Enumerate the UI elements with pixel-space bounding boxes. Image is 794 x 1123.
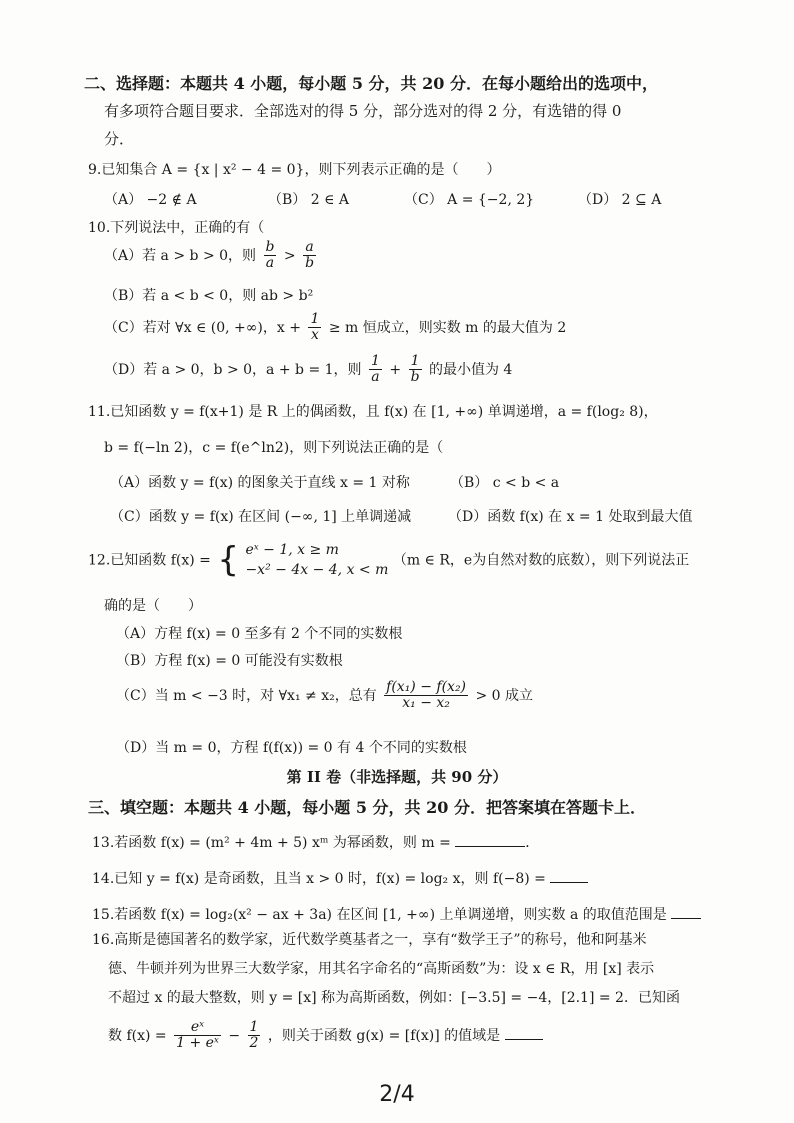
minus-sign: − xyxy=(228,1027,241,1044)
q11-stem-line1: 11.已知函数 y = f(x+1) 是 R 上的偶函数，且 f(x) 在 [1, +∞) 单调递增，a = f(log₂ 8)， xyxy=(88,404,658,420)
page-number: 2/4 xyxy=(379,1082,415,1107)
q12-c-prefix: （C）当 m < −3 时，对 ∀x₁ ≠ x₂，总有 xyxy=(116,687,377,704)
fraction-1-over-a: $\frac{1}{a}$ xyxy=(371,353,380,386)
q16-line1: 16.高斯是德国著名的数学家，近代数学奠基者之一，享有“数学王子”的称号，他和阿基米 xyxy=(92,932,647,948)
section3-heading: 三、填空题：本题共 4 小题，每小题 5 分，共 20 分．把答案填在答题卡上． xyxy=(88,798,646,817)
q16-line2: 德、牛顿并列为世界三大数学家，用其名字命名的“高斯函数”为：设 x ∈ R，用 [x] 表示 xyxy=(108,961,655,977)
case-1: eˣ − 1, x ≥ m xyxy=(245,542,339,558)
q12-option-b: （B）方程 f(x) = 0 可能没有实数根 xyxy=(116,653,343,669)
q12-option-d: （D）当 m = 0，方程 f(f(x)) = 0 有 4 个不同的实数根 xyxy=(116,740,467,756)
q15 xyxy=(92,904,701,925)
difference-quotient: $\frac{\text{f(x₁) − f(x₂)}}{\text{x₁ − x₂}}$ xyxy=(386,679,467,712)
q9-option-b: （B） 2 ∈ A xyxy=(268,192,350,208)
q14 xyxy=(92,868,588,889)
q9-option-a: （A） −2 ∉ A xyxy=(104,192,197,208)
q12-stem-line2: 确的是（ ） xyxy=(104,598,202,614)
answer-blank[interactable] xyxy=(671,904,701,919)
q11-stem-line2: b = f(−ln 2)，c = f(e^ln2)，则下列说法正确的是（ xyxy=(104,440,444,456)
case-2: −x² − 4x − 4, x < m xyxy=(245,562,389,579)
q10-d-prefix: （D）若 a > 0，b > 0，a + b = 1，则 xyxy=(104,361,362,378)
piecewise-cases xyxy=(245,540,388,581)
q9-option-d: （D） 2 ⊆ A xyxy=(578,192,662,208)
q11-option-d: （D）函数 f(x) 在 x = 1 处取到最大值 xyxy=(448,509,693,525)
q10-c-prefix: （C）若对 ∀x ∈ (0, +∞)，x + xyxy=(104,319,301,336)
q10-option-c xyxy=(104,312,566,344)
q11-option-b: （B） c < b < a xyxy=(450,475,560,491)
fraction-a-over-b: $\frac{a}{b}$ xyxy=(305,239,315,272)
q16-line4-prefix: 数 f(x) = xyxy=(108,1027,167,1044)
q12-option-a: （A）方程 f(x) = 0 至多有 2 个不同的实数根 xyxy=(116,626,403,642)
q12-stem-suffix: （m ∈ R，e为自然对数的底数），则下列说法正 xyxy=(392,552,690,569)
answer-blank[interactable] xyxy=(455,832,525,847)
q10-d-suffix: 的最小值为 4 xyxy=(428,361,513,378)
q12-option-c xyxy=(116,680,533,712)
part2-title: 第 II 卷（非选择题，共 90 分） xyxy=(286,768,508,786)
answer-blank[interactable] xyxy=(550,868,588,883)
q16-line3: 不超过 x 的最大整数，则 y = [x] 称为高斯函数，例如：[−3.5] = −4，[2.1] = 2．已知函 xyxy=(108,990,680,1006)
left-brace: { xyxy=(217,540,239,581)
q10-option-b: （B）若 a < b < 0，则 ab > b² xyxy=(104,288,314,304)
q9-option-c: （C） A = {−2, 2} xyxy=(404,192,535,208)
q10-a-prefix: （A）若 a > b > 0，则 xyxy=(104,247,257,264)
section2-heading-line2: 有多项符合题目要求．全部选对的得 5 分，部分选对的得 2 分，有选错的得 0 xyxy=(104,102,622,120)
fraction-b-over-a: $\frac{b}{a}$ xyxy=(265,239,275,272)
q16-line4-suffix: ，则关于函数 g(x) = [f(x)] 的值域是 xyxy=(267,1027,501,1044)
plus-sign: + xyxy=(389,361,402,378)
q11-option-a: （A）函数 y = f(x) 的图象关于直线 x = 1 对称 xyxy=(110,475,410,491)
q11-option-c: （C）函数 y = f(x) 在区间 (−∞, 1] 上单调递减 xyxy=(110,509,412,525)
q10-option-a xyxy=(104,240,319,272)
q12-c-suffix: > 0 成立 xyxy=(475,687,534,704)
answer-blank[interactable] xyxy=(505,1025,543,1040)
q14-text: 14.已知 y = f(x) 是奇函数，且当 x > 0 时，f(x) = log₂ x，则 f(−8) = xyxy=(92,871,546,887)
q10-option-d xyxy=(104,354,512,386)
fraction-1-over-x: $\frac{1}{x}$ xyxy=(310,311,320,344)
fraction-1-over-2: $\frac{1}{2}$ xyxy=(249,1019,259,1052)
section2-heading-line1: 二、选择题：本题共 4 小题，每小题 5 分，共 20 分．在每小题给出的选项中， xyxy=(84,74,658,93)
q13-text: 13.若函数 f(x) = (m² + 4m + 5) xᵐ 为幂函数，则 m = xyxy=(92,835,451,851)
q15-text: 15.若函数 f(x) = log₂(x² − ax + 3a) 在区间 [1, +∞) 上单调递增，则实数 a 的取值范围是 xyxy=(92,907,667,923)
q13-end: ． xyxy=(525,835,540,851)
q13 xyxy=(92,832,539,853)
q10-c-suffix: ≥ m 恒成立，则实数 m 的最大值为 2 xyxy=(328,319,567,336)
q12-stem xyxy=(88,540,689,581)
fraction-ex-over-1-plus-ex: $\frac{\text{eˣ}}{\text{1 + eˣ}}$ xyxy=(176,1019,219,1052)
q16-line4 xyxy=(108,1020,543,1052)
greater-than: > xyxy=(283,247,296,264)
q9-stem: 9.已知集合 A = {x | x² − 4 = 0}，则下列表示正确的是（ ） xyxy=(88,162,501,178)
q10-stem: 10.下列说法中，正确的有（ xyxy=(88,220,265,236)
q12-stem-prefix: 12.已知函数 f(x) = xyxy=(88,552,211,569)
section2-heading-line3: 分． xyxy=(104,130,135,148)
fraction-1-over-b: $\frac{1}{b}$ xyxy=(410,353,420,386)
